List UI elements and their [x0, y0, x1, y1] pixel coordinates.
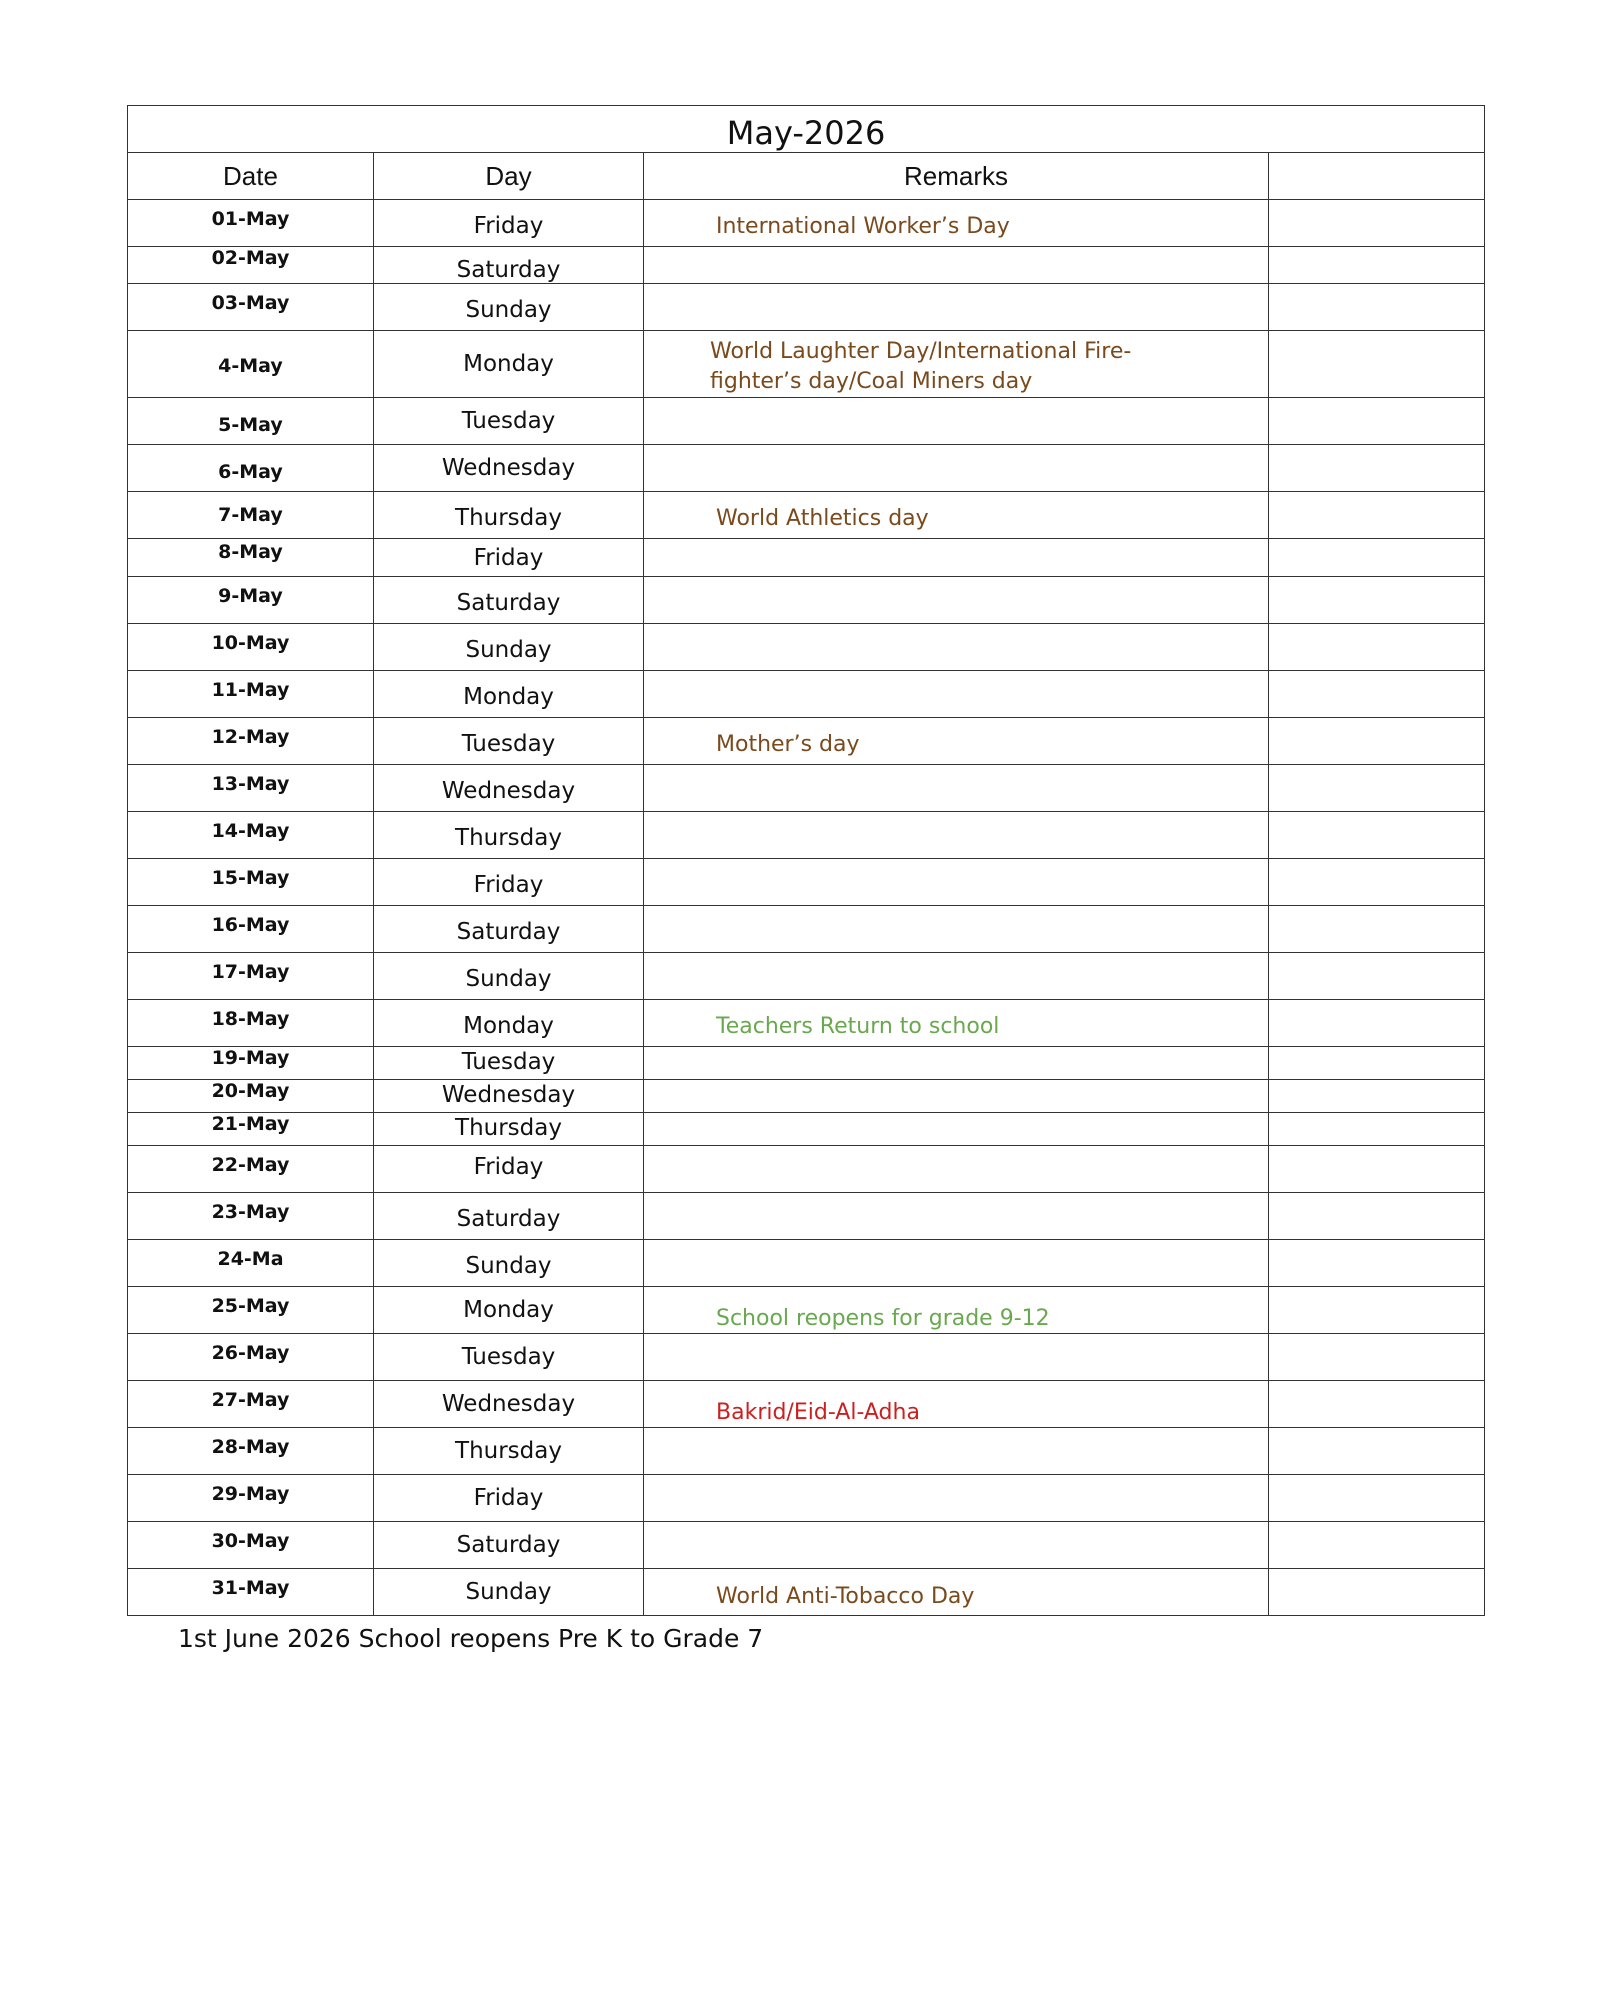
day-cell: Sunday: [374, 1240, 644, 1287]
table-row: [128, 1334, 1485, 1381]
table-row: [128, 1113, 1485, 1146]
day-cell: Thursday: [374, 1428, 644, 1475]
remark-cell: [644, 1475, 1269, 1522]
date-cell: 12-May: [128, 718, 374, 765]
extra-cell: [1269, 812, 1485, 859]
table-row: [128, 492, 1485, 539]
extra-cell: [1269, 1381, 1485, 1428]
day-cell: Saturday: [374, 906, 644, 953]
remark-cell: Bakrid/Eid-Al-Adha: [644, 1381, 1269, 1428]
extra-cell: [1269, 284, 1485, 331]
remark-cell: School reopens for grade 9-12: [644, 1287, 1269, 1334]
date-cell: 18-May: [128, 1000, 374, 1047]
day-cell: Tuesday: [374, 1047, 644, 1080]
table-row: [128, 577, 1485, 624]
remark-cell: [644, 1193, 1269, 1240]
table-row: [128, 1146, 1485, 1193]
remark-cell: [644, 812, 1269, 859]
remark-cell: [644, 247, 1269, 284]
remark-cell: [644, 1428, 1269, 1475]
date-cell: 4-May: [128, 331, 374, 398]
table-row: [128, 812, 1485, 859]
remark-cell: [644, 1113, 1269, 1146]
extra-cell: [1269, 765, 1485, 812]
extra-cell: [1269, 247, 1485, 284]
date-cell: 20-May: [128, 1080, 374, 1113]
extra-cell: [1269, 671, 1485, 718]
day-cell: Sunday: [374, 624, 644, 671]
date-cell: 16-May: [128, 906, 374, 953]
date-cell: 10-May: [128, 624, 374, 671]
table-row: [128, 1000, 1485, 1047]
extra-cell: [1269, 906, 1485, 953]
day-cell: Thursday: [374, 1113, 644, 1146]
day-cell: Tuesday: [374, 718, 644, 765]
day-cell: Sunday: [374, 1569, 644, 1616]
title-row: [128, 106, 1485, 153]
date-cell: 11-May: [128, 671, 374, 718]
remark-cell: [644, 1146, 1269, 1193]
day-cell: Sunday: [374, 953, 644, 1000]
extra-cell: [1269, 1428, 1485, 1475]
extra-cell: [1269, 398, 1485, 445]
date-cell: 19-May: [128, 1047, 374, 1080]
table-row: [128, 539, 1485, 577]
day-cell: Friday: [374, 1146, 644, 1193]
extra-cell: [1269, 1569, 1485, 1616]
table-row: [128, 1047, 1485, 1080]
date-cell: 30-May: [128, 1522, 374, 1569]
extra-cell: [1269, 1000, 1485, 1047]
day-cell: Monday: [374, 1287, 644, 1334]
remark-cell: [644, 1334, 1269, 1381]
date-cell: 23-May: [128, 1193, 374, 1240]
extra-cell: [1269, 1193, 1485, 1240]
remark-cell: International Worker’s Day: [644, 200, 1269, 247]
remark-cell: [644, 624, 1269, 671]
header-date: Date: [128, 153, 374, 200]
table-row: [128, 200, 1485, 247]
remark-cell: Teachers Return to school: [644, 1000, 1269, 1047]
date-cell: 6-May: [128, 445, 374, 492]
table-row: [128, 624, 1485, 671]
day-cell: Thursday: [374, 492, 644, 539]
extra-cell: [1269, 718, 1485, 765]
remark-cell: World Anti-Tobacco Day: [644, 1569, 1269, 1616]
day-cell: Tuesday: [374, 398, 644, 445]
day-cell: Wednesday: [374, 1381, 644, 1428]
date-cell: 17-May: [128, 953, 374, 1000]
table-row: [128, 1475, 1485, 1522]
date-cell: 01-May: [128, 200, 374, 247]
remark-cell: [644, 859, 1269, 906]
date-cell: 7-May: [128, 492, 374, 539]
remark-cell: [644, 284, 1269, 331]
table-row: [128, 1240, 1485, 1287]
remark-cell: [644, 539, 1269, 577]
header-remarks: Remarks: [644, 153, 1269, 200]
day-cell: Friday: [374, 539, 644, 577]
date-cell: 9-May: [128, 577, 374, 624]
date-cell: 15-May: [128, 859, 374, 906]
header-day: Day: [374, 153, 644, 200]
day-cell: Wednesday: [374, 445, 644, 492]
calendar-title: May-2026: [128, 106, 1485, 153]
table-row: [128, 1080, 1485, 1113]
date-cell: 14-May: [128, 812, 374, 859]
day-cell: Sunday: [374, 284, 644, 331]
table-row: [128, 718, 1485, 765]
table-row: [128, 671, 1485, 718]
date-cell: 26-May: [128, 1334, 374, 1381]
date-cell: 8-May: [128, 539, 374, 577]
day-cell: Saturday: [374, 1193, 644, 1240]
extra-cell: [1269, 539, 1485, 577]
remark-cell: [644, 1047, 1269, 1080]
extra-cell: [1269, 577, 1485, 624]
day-cell: Saturday: [374, 1522, 644, 1569]
day-cell: Monday: [374, 671, 644, 718]
extra-cell: [1269, 859, 1485, 906]
extra-cell: [1269, 445, 1485, 492]
date-cell: 13-May: [128, 765, 374, 812]
day-cell: Friday: [374, 200, 644, 247]
extra-cell: [1269, 1146, 1485, 1193]
remark-cell: [644, 1522, 1269, 1569]
day-cell: Friday: [374, 859, 644, 906]
extra-cell: [1269, 1047, 1485, 1080]
table-row: [128, 1193, 1485, 1240]
table-row: [128, 1522, 1485, 1569]
header-row: [128, 153, 1485, 200]
extra-cell: [1269, 1287, 1485, 1334]
table-row: [128, 284, 1485, 331]
remark-cell: [644, 445, 1269, 492]
date-cell: 27-May: [128, 1381, 374, 1428]
table-row: [128, 331, 1485, 398]
remark-cell: [644, 577, 1269, 624]
day-cell: Friday: [374, 1475, 644, 1522]
extra-cell: [1269, 1113, 1485, 1146]
remark-cell: [644, 671, 1269, 718]
remark-cell: World Athletics day: [644, 492, 1269, 539]
extra-cell: [1269, 492, 1485, 539]
remark-cell: [644, 906, 1269, 953]
extra-cell: [1269, 331, 1485, 398]
extra-cell: [1269, 624, 1485, 671]
day-cell: Saturday: [374, 577, 644, 624]
date-cell: 02-May: [128, 247, 374, 284]
remark-cell: Mother’s day: [644, 718, 1269, 765]
day-cell: Wednesday: [374, 1080, 644, 1113]
extra-cell: [1269, 1475, 1485, 1522]
remark-cell: [644, 398, 1269, 445]
date-cell: 22-May: [128, 1146, 374, 1193]
table-row: [128, 445, 1485, 492]
day-cell: Thursday: [374, 812, 644, 859]
header-extra: [1269, 153, 1485, 200]
table-row: [128, 859, 1485, 906]
date-cell: 24-Ma: [128, 1240, 374, 1287]
date-cell: 28-May: [128, 1428, 374, 1475]
table-row: [128, 1428, 1485, 1475]
date-cell: 25-May: [128, 1287, 374, 1334]
day-cell: Saturday: [374, 247, 644, 284]
remark-cell: [644, 953, 1269, 1000]
date-cell: 5-May: [128, 398, 374, 445]
day-cell: Wednesday: [374, 765, 644, 812]
date-cell: 31-May: [128, 1569, 374, 1616]
day-cell: Monday: [374, 1000, 644, 1047]
table-row: [128, 765, 1485, 812]
date-cell: 03-May: [128, 284, 374, 331]
table-row: [128, 1569, 1485, 1616]
day-cell: Tuesday: [374, 1334, 644, 1381]
remark-cell: World Laughter Day/International Fire-fighter’s day/Coal Miners day: [644, 331, 1269, 398]
remark-cell: [644, 1240, 1269, 1287]
table-row: [128, 1287, 1485, 1334]
calendar-table: [127, 105, 1485, 1616]
extra-cell: [1269, 1080, 1485, 1113]
extra-cell: [1269, 1240, 1485, 1287]
remark-cell: [644, 1080, 1269, 1113]
day-cell: Monday: [374, 331, 644, 398]
extra-cell: [1269, 953, 1485, 1000]
table-row: [128, 953, 1485, 1000]
table-row: [128, 398, 1485, 445]
extra-cell: [1269, 1334, 1485, 1381]
date-cell: 21-May: [128, 1113, 374, 1146]
remark-cell: [644, 765, 1269, 812]
date-cell: 29-May: [128, 1475, 374, 1522]
table-row: [128, 906, 1485, 953]
footer-note: 1st June 2026 School reopens Pre K to Grade 7: [178, 1624, 764, 1653]
extra-cell: [1269, 1522, 1485, 1569]
extra-cell: [1269, 200, 1485, 247]
table-row: [128, 1381, 1485, 1428]
table-row: [128, 247, 1485, 284]
